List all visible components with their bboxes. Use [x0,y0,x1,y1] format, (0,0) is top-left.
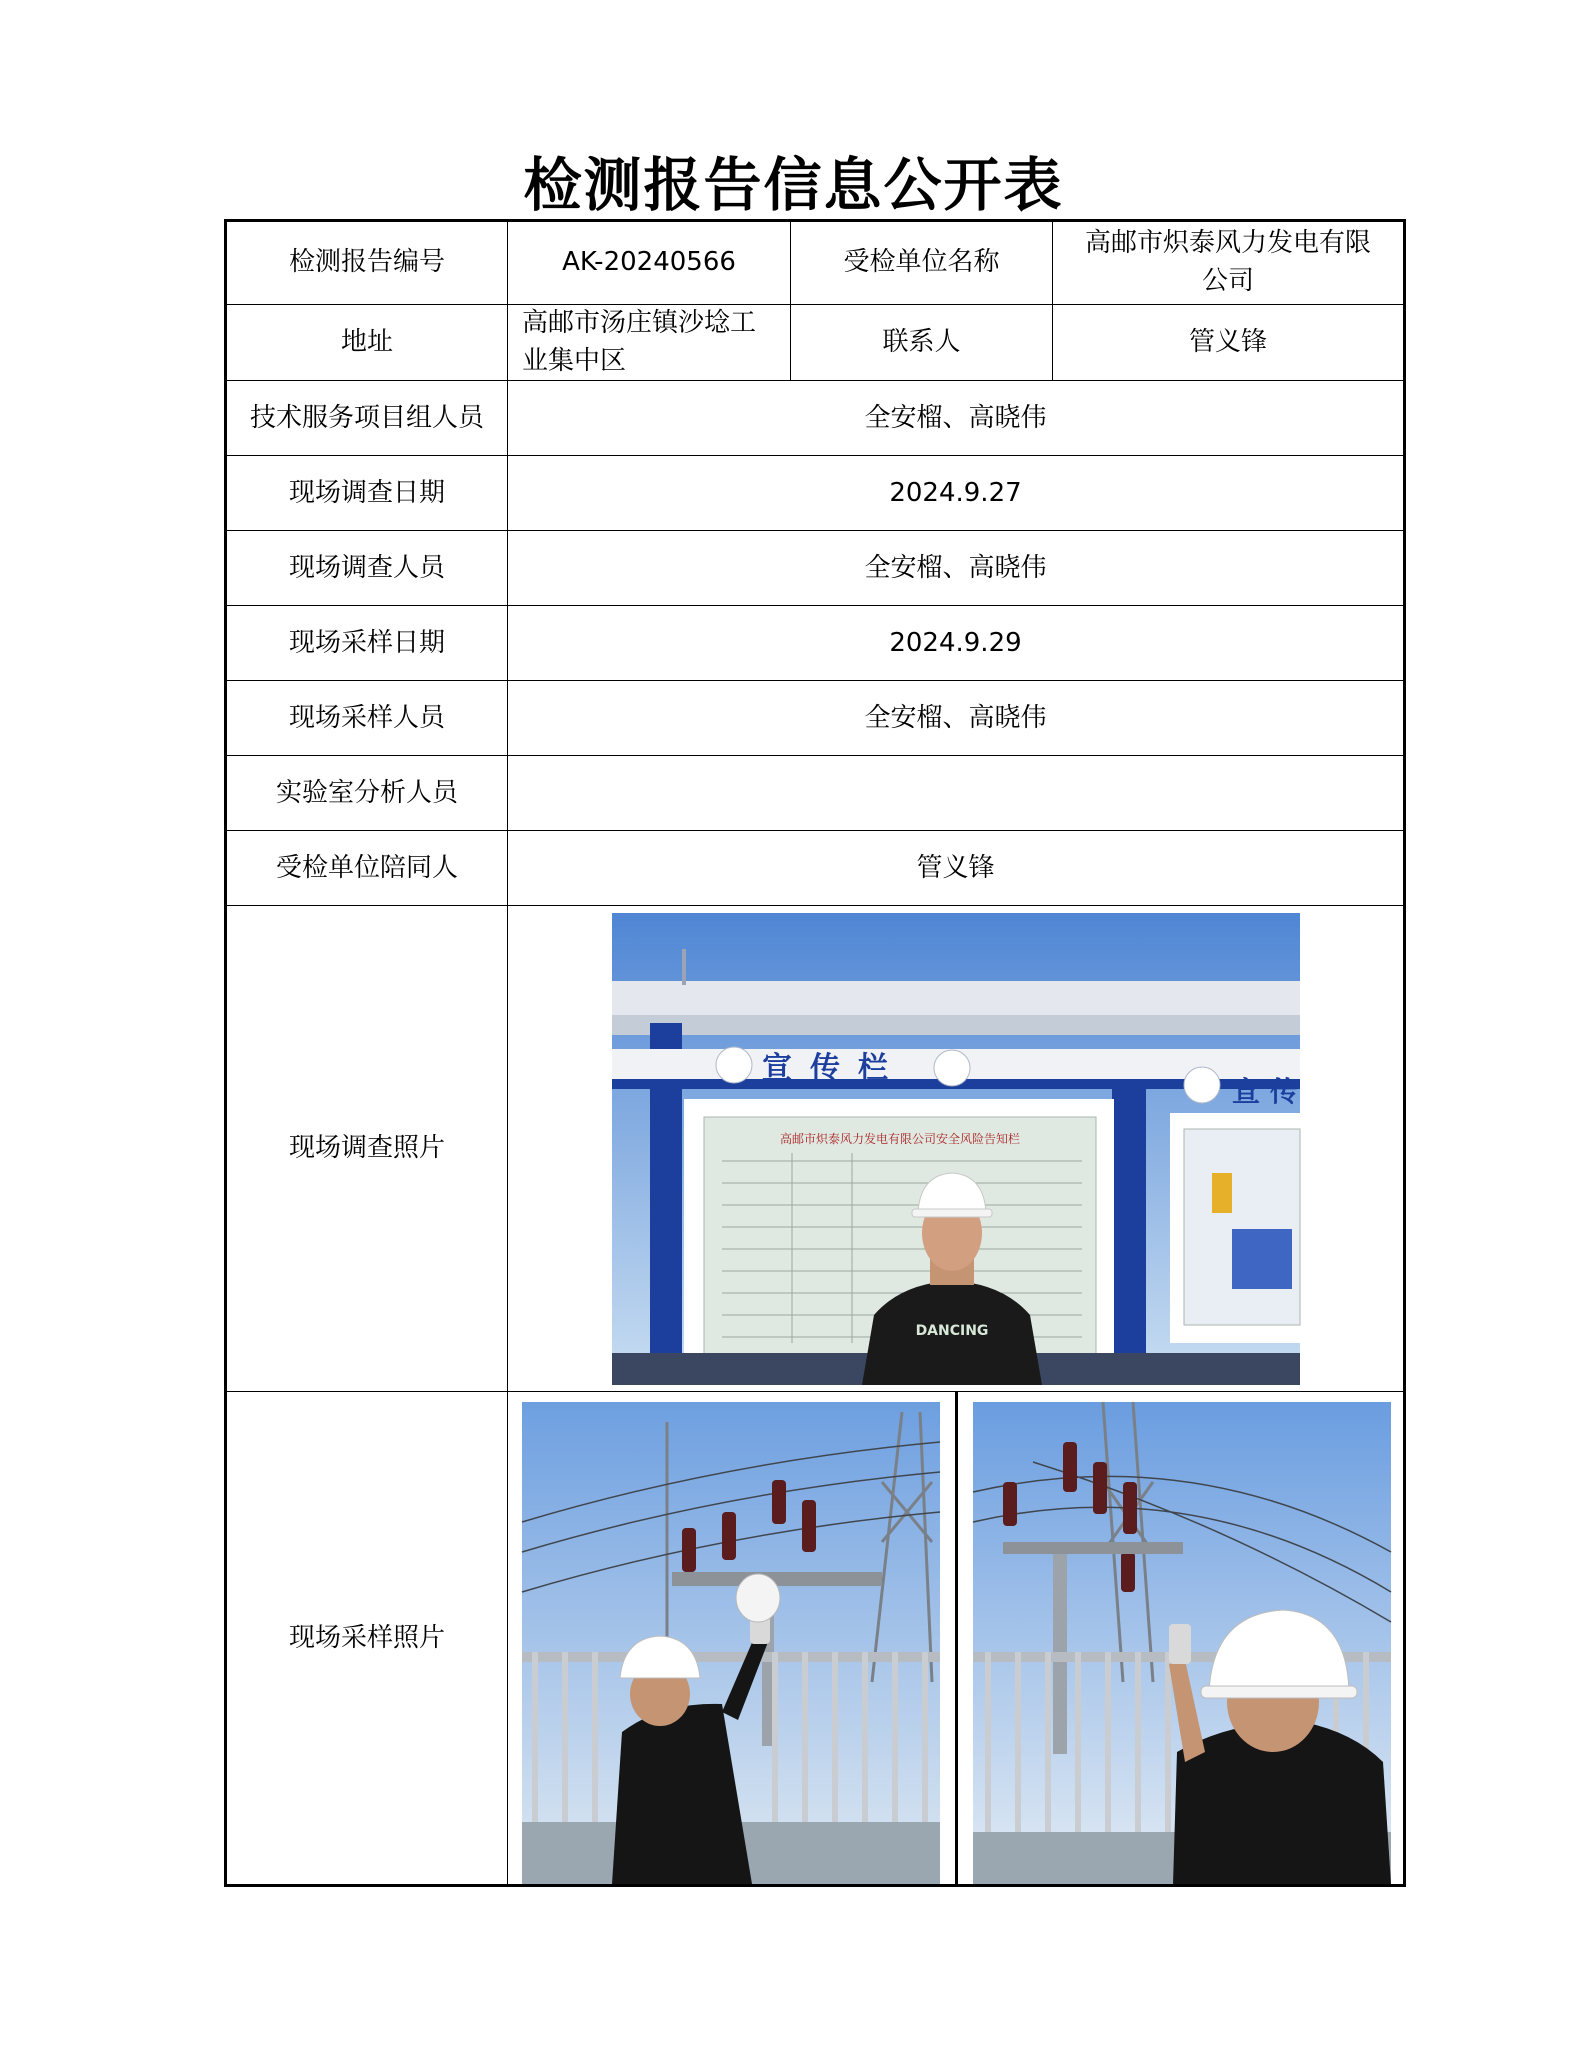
report-no-label: 检测报告编号 [226,221,508,305]
address-value: 高邮市汤庄镇沙埝工业集中区 [508,305,791,381]
photo-divider [955,1392,958,1884]
team-label: 技术服务项目组人员 [226,381,508,456]
survey-staff-value: 全安榴、高晓伟 [508,531,1405,606]
survey-photo-cell [508,906,1405,1392]
escort-label: 受检单位陪同人 [226,831,508,906]
table-row [226,456,1405,531]
table-row [226,606,1405,681]
sampling-date-value: 2024.9.29 [508,606,1405,681]
unit-name-value: 高邮市炽泰风力发电有限公司 [1053,221,1405,305]
table-row [226,1392,1405,1886]
survey-staff-label: 现场调查人员 [226,531,508,606]
lab-staff-value [508,756,1405,831]
lab-staff-label: 实验室分析人员 [226,756,508,831]
survey-photo-image [612,913,1308,1385]
sampling-photo-left [522,1402,940,1884]
survey-photo [612,913,1308,1385]
table-row [226,381,1405,456]
table-row [226,681,1405,756]
page-title: 检测报告信息公开表 [523,151,1064,219]
table-row [226,756,1405,831]
shirt-text: DANCING [915,1322,988,1339]
table-row [226,831,1405,906]
sampling-photo-right-image [973,1402,1391,1884]
sampling-staff-label: 现场采样人员 [226,681,508,756]
sampling-photo-cell [508,1392,1405,1886]
sampling-photo-left-image [522,1402,940,1884]
sampling-date-label: 现场采样日期 [226,606,508,681]
escort-value: 管义锋 [508,831,1405,906]
report-table [224,219,1406,1887]
table-row [226,531,1405,606]
board-notice-text: 高邮市炽泰风力发电有限公司安全风险告知栏 [779,1131,1020,1146]
address-label: 地址 [226,305,508,381]
table-row [226,906,1405,1392]
sampling-photo-pair [522,1402,1391,1884]
sampling-photo-label: 现场采样照片 [226,1392,508,1886]
sampling-photo-right [973,1402,1391,1884]
report-no-value: AK-20240566 [508,221,791,305]
contact-value: 管义锋 [1053,305,1405,381]
survey-photo-label: 现场调查照片 [226,906,508,1392]
survey-date-value: 2024.9.27 [508,456,1405,531]
contact-label: 联系人 [791,305,1053,381]
sampling-staff-value: 全安榴、高晓伟 [508,681,1405,756]
board-banner-text: 宣传栏 [761,1050,906,1086]
unit-name-label: 受检单位名称 [791,221,1053,305]
team-value: 全安榴、高晓伟 [508,381,1405,456]
survey-date-label: 现场调查日期 [226,456,508,531]
board-banner-right-text: 宣传 [1231,1074,1308,1108]
table-row [226,221,1405,305]
table-row [226,305,1405,381]
